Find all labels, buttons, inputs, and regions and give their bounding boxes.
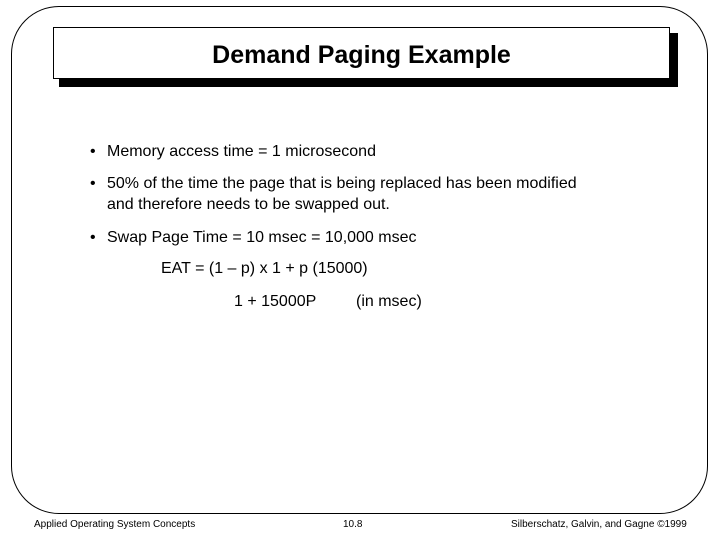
slide-title: Demand Paging Example <box>212 40 511 69</box>
footer-book-title: Applied Operating System Concepts <box>34 519 196 530</box>
bullet-item <box>90 173 577 215</box>
eat-result: 1 + 15000P <box>234 293 317 310</box>
footer-page-number: 10.8 <box>343 519 363 530</box>
bullet-text: Memory access time = 1 microsecond <box>107 143 376 160</box>
eat-formula: EAT = (1 – p) x 1 + p (15000) <box>161 260 368 277</box>
footer-copyright: Silberschatz, Galvin, and Gagne ©1999 <box>511 519 687 530</box>
title-box <box>53 27 670 79</box>
eat-unit: (in msec) <box>356 293 422 310</box>
bullet-dot-icon: • <box>90 175 96 192</box>
bullet-item <box>90 227 587 248</box>
bullet-dot-icon: • <box>90 229 96 246</box>
bullet-text: Swap Page Time = 10 msec = 10,000 msec <box>107 229 417 246</box>
bullet-item <box>90 141 587 162</box>
bullet-dot-icon: • <box>90 143 96 160</box>
bullet-text: 50% of the time the page that is being replaced has been modified and therefore needs to be swapped out. <box>107 175 577 213</box>
